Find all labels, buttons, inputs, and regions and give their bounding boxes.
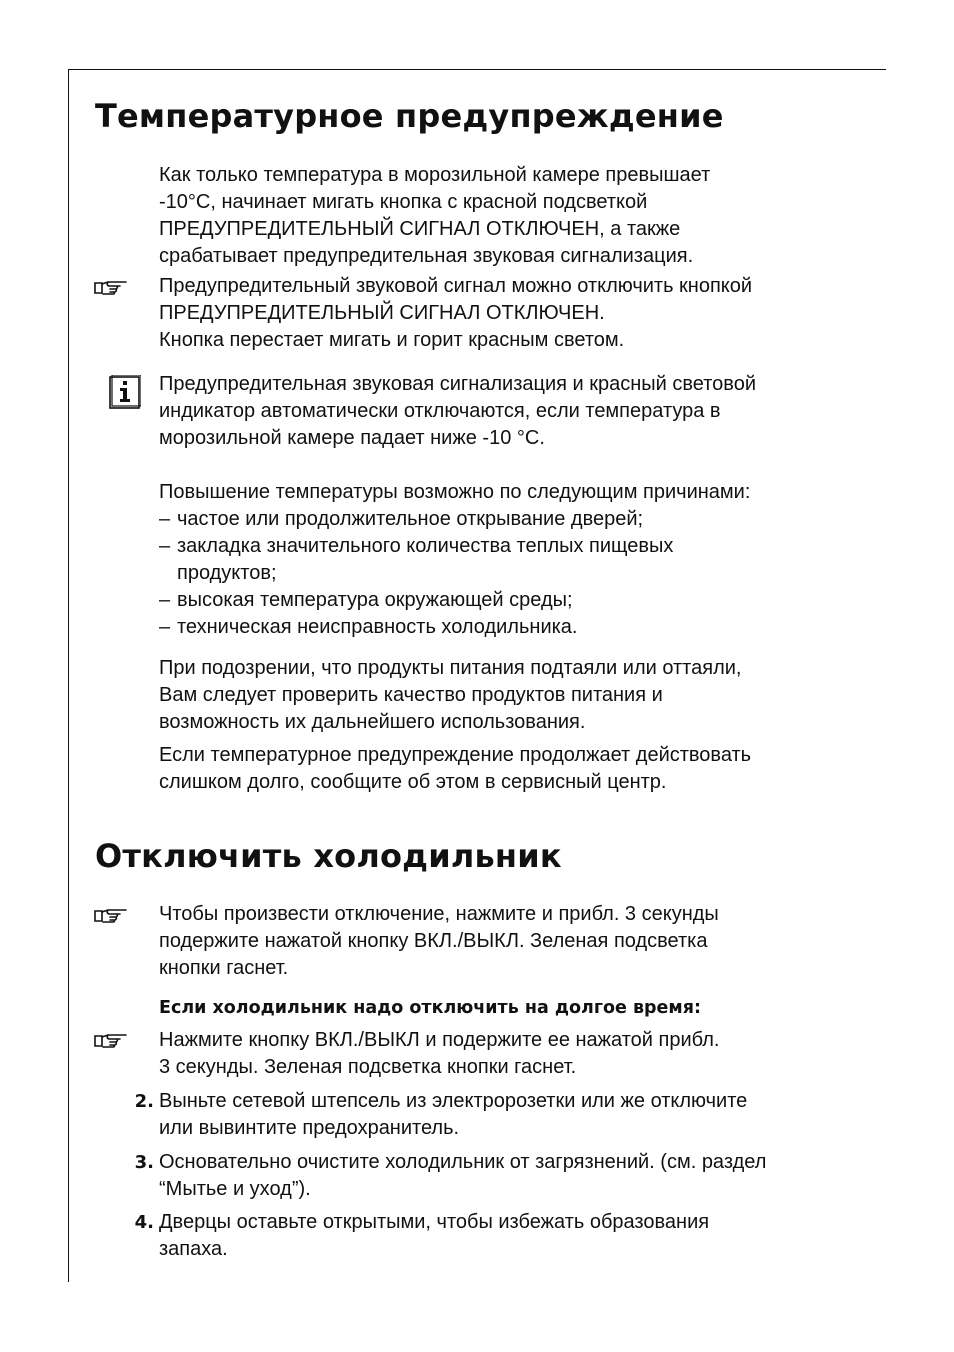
- text-line: Основательно очистите холодильник от загрязнений. (см. раздел: [159, 1151, 767, 1173]
- cause-item: – техническая неисправность холодильника.: [159, 614, 869, 641]
- thawed-food-note: [159, 655, 869, 736]
- long-term-step-4: [159, 1209, 869, 1263]
- text-line: Нажмите кнопку ВКЛ./ВЫКЛ и подержите ее нажатой прибл.: [159, 1029, 720, 1051]
- pointing-hand-icon: [93, 1030, 129, 1052]
- section-title-temperature-warning: Температурное предупреждение: [95, 97, 724, 135]
- text-line: Выньте сетевой штепсель из электророзетки или же отключите: [159, 1090, 748, 1112]
- cause-item: – высокая температура окружающей среды;: [159, 587, 869, 614]
- cause-item: – частое или продолжительное открывание дверей;: [159, 506, 869, 533]
- switch-off-action: [159, 901, 869, 982]
- text-line: срабатывает предупредительная звуковая сигнализация.: [159, 245, 694, 267]
- page-frame-left-rule: [68, 69, 69, 1282]
- text-line: Вам следует проверить качество продуктов питания и: [159, 684, 663, 706]
- list-dash: –: [159, 616, 171, 638]
- info-icon: [109, 375, 141, 409]
- text-line: Предупредительный звуковой сигнал можно отключить кнопкой: [159, 275, 753, 297]
- text-line: индикатор автоматически отключаются, если температура в: [159, 400, 721, 422]
- text-line: запаха.: [159, 1238, 228, 1260]
- cause-item: – закладка значительного количества теплых пищевых: [159, 533, 869, 560]
- section-title-switch-off: Отключить холодильник: [95, 837, 562, 875]
- text-line: или вывинтите предохранитель.: [159, 1117, 460, 1139]
- text-line: 3 секунды. Зеленая подсветка кнопки гаснет.: [159, 1056, 577, 1078]
- step-number: 3.: [134, 1152, 154, 1173]
- text-line: Чтобы произвести отключение, нажмите и прибл. 3 секунды: [159, 903, 719, 925]
- text-line: Кнопка перестает мигать и горит красным светом.: [159, 329, 625, 351]
- info-note: [159, 371, 869, 452]
- pointing-hand-icon: [93, 905, 129, 927]
- list-dash: –: [159, 508, 171, 530]
- warning-signal-action: [159, 273, 869, 354]
- page-frame-top-rule: [68, 69, 886, 70]
- long-term-step-1: [159, 1027, 869, 1081]
- text-line: морозильной камере падает ниже -10 °C.: [159, 427, 545, 449]
- temperature-warning-intro: [159, 162, 869, 270]
- long-term-heading: Если холодильник надо отключить на долгое время:: [159, 998, 701, 1018]
- causes-intro: Повышение температуры возможно по следующим причинами:: [159, 481, 751, 503]
- list-dash: –: [159, 535, 171, 557]
- text-line: Дверцы оставьте открытыми, чтобы избежать образования: [159, 1211, 710, 1233]
- pointing-hand-icon: [93, 277, 129, 299]
- text-line: -10°C, начинает мигать кнопка с красной подсветкой: [159, 191, 648, 213]
- text-line: подержите нажатой кнопку ВКЛ./ВЫКЛ. Зеленая подсветка: [159, 930, 708, 952]
- text-line: ПРЕДУПРЕДИТЕЛЬНЫЙ СИГНАЛ ОТКЛЮЧЕН, а также: [159, 218, 681, 240]
- temperature-causes: [159, 479, 869, 641]
- text-line: ПРЕДУПРЕДИТЕЛЬНЫЙ СИГНАЛ ОТКЛЮЧЕН.: [159, 302, 605, 324]
- text-line: Если температурное предупреждение продолжает действовать: [159, 744, 752, 766]
- list-dash: –: [159, 589, 171, 611]
- cause-item-continuation: продуктов;: [177, 562, 277, 584]
- service-note: [159, 742, 869, 796]
- text-line: кнопки гаснет.: [159, 957, 289, 979]
- long-term-step-2: [159, 1088, 869, 1142]
- long-term-step-3: [159, 1149, 869, 1203]
- text-line: Предупредительная звуковая сигнализация и красный световой: [159, 373, 757, 395]
- text-line: “Мытье и уход”).: [159, 1178, 311, 1200]
- text-line: слишком долго, сообщите об этом в сервисный центр.: [159, 771, 667, 793]
- text-line: возможность их дальнейшего использования.: [159, 711, 586, 733]
- step-number: 4.: [134, 1212, 154, 1233]
- text-line: Как только температура в морозильной камере превышает: [159, 164, 711, 186]
- text-line: При подозрении, что продукты питания подтаяли или оттаяли,: [159, 657, 742, 679]
- step-number: 2.: [134, 1091, 154, 1112]
